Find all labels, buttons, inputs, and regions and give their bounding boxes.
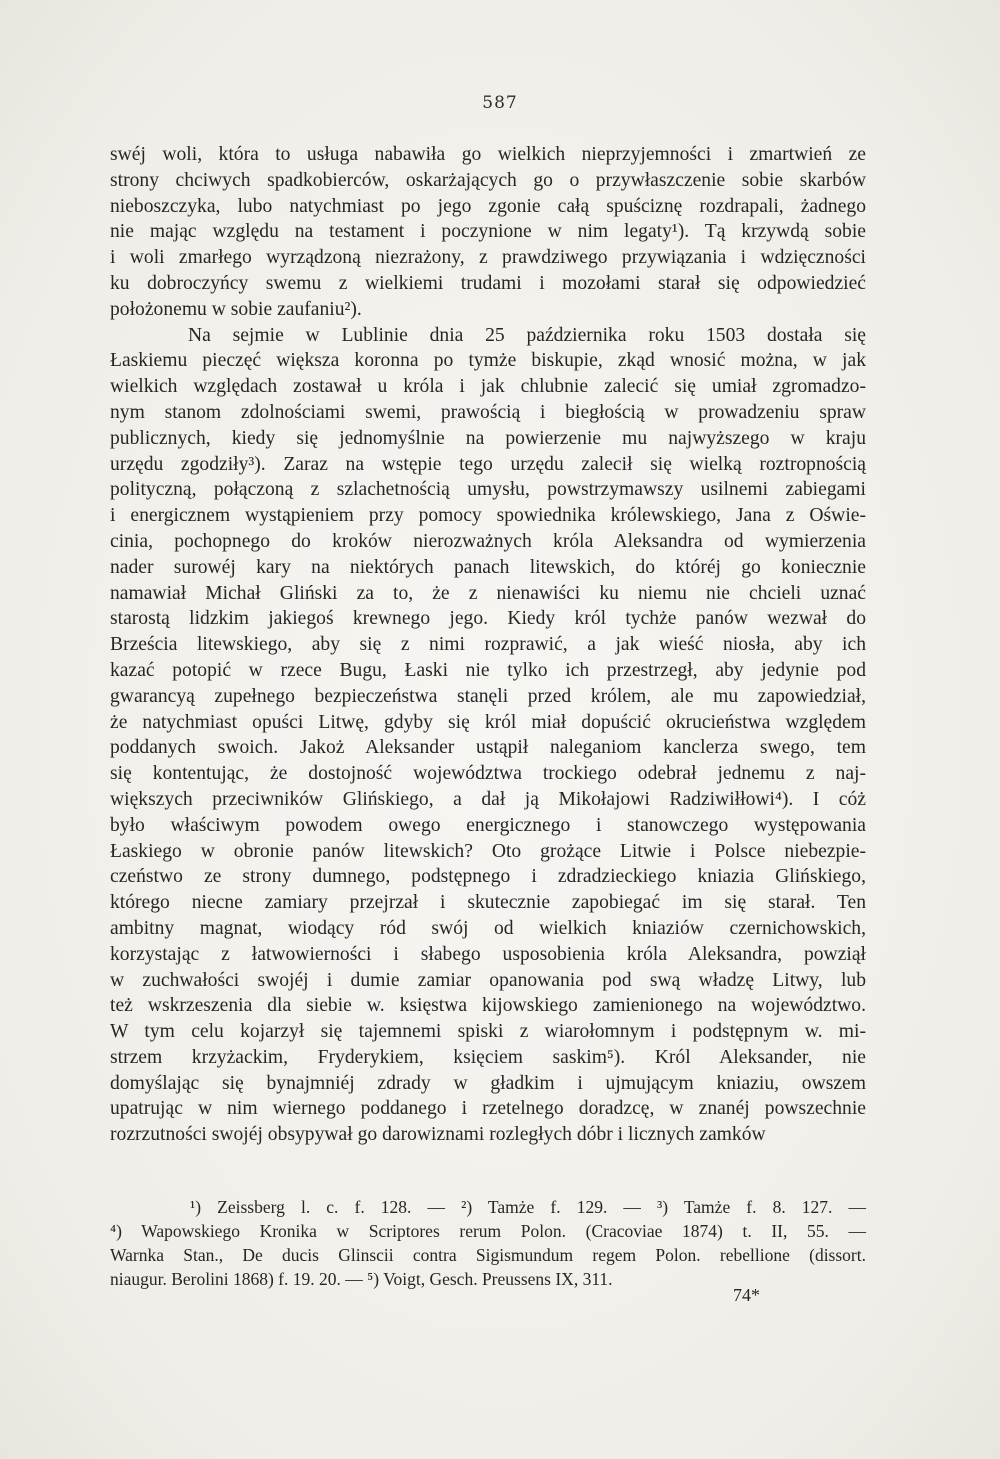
- footnote-line: ¹) Zeissberg l. c. f. 128. — ²) Tamże f. 129. — ³) Tamże f. 8. 127. —: [190, 1197, 866, 1217]
- text-line: W tym celu kojarzył się tajemnemi spiski z wiarołomnym i podstępnym w. mi-: [110, 1021, 866, 1043]
- footnote-line: ⁴) Wapowskiego Kronika w Scriptores rerum Polon. (Cracoviae 1874) t. II, 55. —: [110, 1221, 866, 1241]
- text-line: że natychmiast opuści Litwę, gdyby się król miał dopuścić okrucieństwa względem: [110, 711, 866, 733]
- text-line: nym stanom zdolnościami swemi, prawością i biegłością w prowadzeniu spraw: [110, 401, 866, 423]
- text-line: czeństwo ze strony dumnego, podstępnego i zdradzieckiego kniazia Glińskiego,: [110, 866, 866, 888]
- signature-mark: 74*: [733, 1285, 760, 1305]
- text-line: korzystając z łatwowierności i słabego usposobienia króla Aleksandra, powziął: [110, 943, 866, 965]
- text-line: się kontentując, że dostojność województwa trockiego odebrał jednemu z naj-: [110, 763, 866, 785]
- text-line: i woli zmarłego wyrządzoną niezrażony, z prawdziwego przywiązania i wdzięczności: [110, 247, 866, 269]
- paragraph-start-line: Na sejmie w Lublinie dnia 25 października roku 1503 dostała się: [188, 324, 866, 346]
- footnotes: [110, 1195, 866, 1291]
- text-line: polityczną, połączoną z szlachetnością umysłu, powstrzymawszy usilnemi zabiegami: [110, 479, 866, 501]
- text-line: Brześcia litewskiego, aby się z nimi rozprawić, a jak wieść niosła, aby ich: [110, 634, 866, 656]
- text-line: upatrując w nim wiernego poddanego i rzetelnego doradzcę, w znanéj powszechnie: [110, 1098, 866, 1120]
- text-line: domyślając się bynajmniéj zdrady w gładkim i ujmującym kniaziu, owszem: [110, 1072, 866, 1094]
- footnote-line: Warnka Stan., De ducis Glinscii contra Sigismundum regem Polon. rebellione (dissort.: [110, 1245, 866, 1265]
- page-number: 587: [482, 93, 518, 113]
- text-line: rozrzutności swojéj obsypywał go darowiznami rozległych dóbr i licznych zamków: [110, 1124, 766, 1146]
- text-line: większych przeciwników Glińskiego, a dał ją Mikołajowi Radziwiłłowi⁴). I cóż: [110, 788, 866, 810]
- text-line: i energicznem wystąpieniem przy pomocy spowiednika królewskiego, Jana z Oświe-: [110, 505, 866, 527]
- body-text: [110, 142, 866, 1148]
- text-line: nader surowéj kary na niektórych panach litewskich, do któréj go koniecznie: [110, 556, 866, 578]
- text-line: w zuchwałości swojéj i dumie zamiar opanowania pod swą władzę Litwy, lub: [110, 969, 866, 991]
- text-line: ku dobroczyńcy swemu z wielkiemi trudami i mozołami starał się odpowiedzieć: [110, 272, 866, 294]
- text-line: poddanych swoich. Jakoż Aleksander ustąpił naleganiom kanclerza swego, tem: [110, 737, 866, 759]
- text-line: gwarancyą zupełnego bezpieczeństwa stanęli przed królem, ale mu zapowiedział,: [110, 685, 866, 707]
- text-line: wielkich względach zostawał u króla i jak chlubnie zalecić się umiał zgromadzo-: [110, 376, 866, 398]
- text-line: swéj woli, która to usługa nabawiła go wielkich nieprzyjemności i zmartwień ze: [110, 144, 866, 165]
- text-line: cinia, pochopnego do kroków nierozważnych króla Aleksandra od wymierzenia: [110, 530, 866, 552]
- text-line: położonemu w sobie zaufaniu²).: [110, 298, 362, 320]
- text-line: Łaskiemu pieczęć większa koronna po tymże biskupie, zkąd wnosić można, w jak: [110, 350, 866, 372]
- text-line: namawiał Michał Gliński za to, że z nienawiści ku niemu nie chcieli uznać: [110, 582, 866, 604]
- text-line: ambitny magnat, wiodący ród swój od wielkich kniaziów czernichowskich,: [110, 917, 866, 939]
- text-line: publicznych, kiedy się jednomyślnie na powierzenie mu najwyższego w kraju: [110, 427, 866, 449]
- text-line: nieboszczyka, lubo natychmiast po jego zgonie całą spuściznę rozdrapali, żadnego: [110, 195, 866, 217]
- text-line: strzem krzyżackim, Fryderykiem, księciem saskim⁵). Król Aleksander, nie: [110, 1046, 866, 1068]
- text-line: kazać potopić w rzece Bugu, Łaski nie tylko ich przestrzegł, aby jedynie pod: [110, 659, 866, 681]
- text-line: Łaskiego w obronie panów litewskich? Oto grożące Litwie i Polsce niebezpie-: [110, 840, 866, 862]
- text-line: było właściwym powodem owego energicznego i stanowczego występowania: [110, 814, 866, 836]
- text-line: urzędu zgodziły³). Zaraz na wstępie tego urzędu zalecił się wielką roztropnością: [110, 453, 866, 475]
- text-line: strony chciwych spadkobierców, oskarżających go o przywłaszczenie sobie skarbów: [110, 169, 866, 191]
- text-line: nie mając względu na testament i poczynione w nim legaty¹). Tą krzywdą sobie: [110, 221, 866, 243]
- text-line: starostą lidzkim jakiegoś krewnego jego. Kiedy król tychże panów wezwał do: [110, 608, 866, 630]
- text-line: którego niecne zamiary przejrzał i skutecznie zapobiegać im się starał. Ten: [110, 892, 866, 914]
- text-line: też wskrzeszenia dla siebie w. księstwa kijowskiego zamienionego na województwo.: [110, 995, 866, 1017]
- footnote-line: niaugur. Berolini 1868) f. 19. 20. — ⁵) Voigt, Gesch. Preussens IX, 311.: [110, 1269, 613, 1289]
